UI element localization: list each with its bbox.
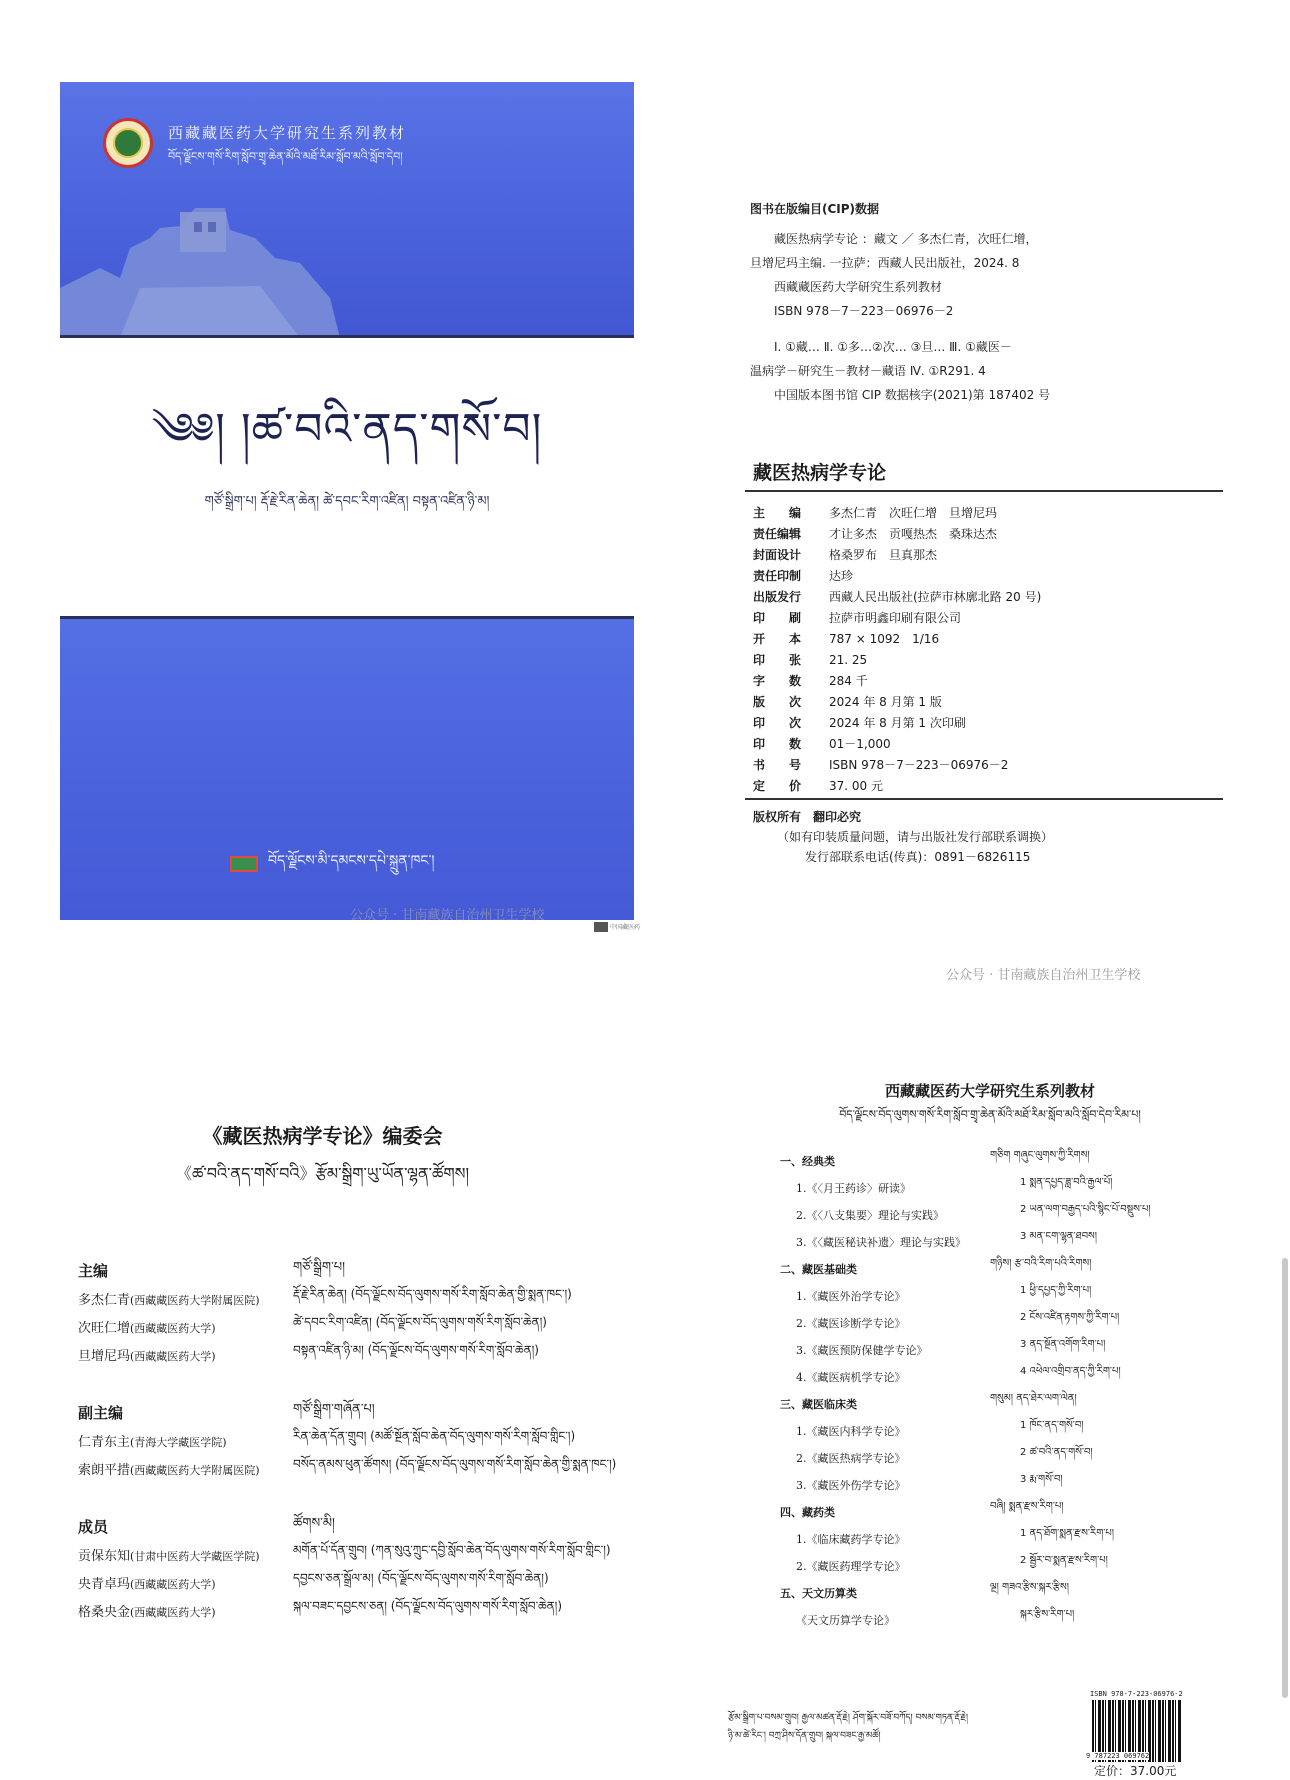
member-zh — [78, 1545, 293, 1564]
watermark-right: 公众号 · 甘南藏族自治州卫生学校 — [946, 968, 1141, 983]
cip-line: 温病学－研究生－教材－藏语 Ⅳ. ①R291. 4 — [750, 364, 986, 378]
member-zh — [78, 1601, 293, 1620]
credit-key: 书 号 — [753, 758, 802, 772]
member-org: (西藏藏医药大学附属医院) — [130, 1463, 260, 1477]
group-title-zh: 副主编 — [78, 1403, 124, 1422]
series-category: 四、藏药类 — [780, 1506, 835, 1519]
rights-line: 发行部联系电话(传真)：0891－6826115 — [805, 850, 1031, 864]
member-zh — [78, 1345, 293, 1364]
committee-title-zh: 《藏医热病学专论》编委会 — [202, 1124, 443, 1148]
series-book: 2.《藏医热病学专论》 — [796, 1452, 906, 1465]
series-book-bo: 2 ཚ་བའི་ནད་གསོ་བ། — [1020, 1447, 1093, 1458]
credit-row — [753, 649, 1041, 670]
member-org: (西藏藏医药大学) — [130, 1605, 216, 1619]
committee-title-bo: 《ཚ་བའི་ནད་གསོ་བའི》རྩོམ་སྒྲིག་ཡུ་ཡོན་ལྷན་ཚོགས། — [175, 1164, 469, 1183]
group-heading — [78, 1256, 616, 1284]
university-logo — [103, 118, 153, 168]
series-category: 三、藏医临床类 — [780, 1398, 857, 1411]
credit-value: 21. 25 — [829, 652, 868, 667]
credit-value: 2024 年 8 月第 1 次印刷 — [829, 716, 966, 730]
member-zh — [78, 1317, 293, 1336]
series-book: 2.《藏医诊断学专论》 — [796, 1317, 906, 1330]
series-book-bo: 4 འཕེལ་འགྲིབ་ནད་ཀྱི་རིག་པ། — [1020, 1366, 1121, 1377]
member-bo: བསྟན་འཛིན་ཉི་མ། (བོད་ལྗོངས་བོད་ལུགས་གསོ་རིག་སློབ་ཆེན།) — [293, 1343, 539, 1357]
price-label: 定价：37.00元 — [1094, 1764, 1177, 1778]
series-book-bo: 1 ནད་ཐོག་སྨན་རྫས་རིག་པ། — [1020, 1528, 1114, 1539]
cover-title-band — [60, 338, 634, 616]
member-row — [78, 1454, 616, 1482]
logo-emblem-icon — [113, 128, 143, 158]
credit-row — [753, 607, 1041, 628]
credit-key: 责任印制 — [753, 569, 802, 583]
publisher-block — [230, 844, 435, 884]
credit-key: 印 次 — [753, 716, 802, 730]
member-org: (青海大学藏医学院) — [130, 1435, 227, 1449]
qr-caption: 中国藏医药 — [610, 924, 641, 931]
credit-value: 才让多杰 贡嘎热杰 桑珠达杰 — [829, 527, 998, 541]
committee-list — [78, 1256, 616, 1654]
cip-line: 藏医热病学专论 ：藏文 ／ 多杰仁青，次旺仁增， — [774, 232, 1038, 246]
member-row — [78, 1312, 616, 1340]
series-category-bo: གཉིས། རྩ་བའི་རིག་པའི་རིགས། — [990, 1258, 1092, 1269]
series-category-bo: གསུམ། ནད་ཐེར་ལག་ལེན། — [990, 1393, 1077, 1404]
member-name: 格桑央金 — [78, 1604, 131, 1620]
publisher-tibetan: བོད་ལྗོངས་མི་དམངས་དཔེ་སྐྲུན་ཁང་། — [268, 853, 435, 869]
group-title-bo: གཙོ་སྒྲིག་པ། — [293, 1259, 346, 1275]
member-bo: རྡོ་རྗེ་རིན་ཆེན། (བོད་ལྗོངས་བོད་ལུགས་གསོ་རིག་སློབ་ཆེན་གྱི་སྨན་ཁང་།) — [293, 1287, 572, 1301]
series-category: 一、经典类 — [780, 1155, 835, 1168]
series-book-bo: 3 རྨ་གསོ་བ། — [1020, 1474, 1063, 1485]
back-credits-bo: རྩོམ་སྒྲིག་པ་བསམ་གྲུབ། རྒྱལ་མཚན་རྡོ་རྗེ། ཤོག་སྐོར་བཟོ་བཀོད། བསམ་གཏན་རྡོ་རྗེ། — [728, 1713, 969, 1723]
credit-value: 2024 年 8 月第 1 版 — [829, 695, 942, 709]
cip-line: 旦增尼玛主编. 一拉萨：西藏人民出版社，2024. 8 — [750, 256, 1020, 270]
cover-editors-tibetan: གཙོ་སྒྲིག་པ། རྡོ་རྗེ་རིན་ཆེན། ཚེ་དབང་རིག་འཛིན། བསྟན་འཛིན་ཉི་མ། — [204, 494, 490, 509]
cip-header: 图书在版编目(CIP)数据 — [750, 202, 880, 216]
cip-block — [750, 200, 1230, 402]
credit-key: 责任编辑 — [753, 527, 802, 541]
credit-row — [753, 565, 1041, 586]
credit-row — [753, 775, 1041, 796]
member-row — [78, 1284, 616, 1312]
series-book: 1.《藏医内科学专论》 — [796, 1425, 906, 1438]
member-name: 旦增尼玛 — [78, 1348, 131, 1364]
cip-line: ISBN 978－7－223－06976－2 — [774, 304, 954, 318]
member-org: (西藏藏医药大学) — [130, 1321, 216, 1335]
credit-value: 284 千 — [829, 674, 868, 688]
credit-row — [753, 628, 1041, 649]
cover-series-zh: 西藏藏医药大学研究生系列教材 — [168, 124, 407, 142]
credit-row — [753, 691, 1041, 712]
committee-group — [78, 1512, 616, 1624]
committee-group — [78, 1256, 616, 1368]
group-heading — [78, 1398, 616, 1426]
group-title-bo: གཙོ་སྒྲིག་གཞོན་པ། — [293, 1401, 375, 1417]
credit-value: 格桑罗布 旦真那杰 — [829, 548, 938, 562]
cover-title-tibetan: ༄༅། །ཚ་བའི་ནད་གསོ་བ། — [151, 404, 543, 455]
series-book-bo: 2 ངོས་འཛིན་རྟགས་ཀྱི་རིག་པ། — [1020, 1312, 1120, 1323]
credits-table — [753, 502, 1041, 796]
member-org: (西藏藏医药大学) — [130, 1349, 216, 1363]
series-book: 1.《〈月王药诊〉研读》 — [796, 1182, 911, 1195]
series-category-bo: བཞི། སྨན་རྫས་རིག་པ། — [990, 1501, 1064, 1512]
qr-code-icon — [594, 922, 608, 932]
member-org: (西藏藏医药大学) — [130, 1577, 216, 1591]
series-category: 二、藏医基础类 — [780, 1263, 857, 1276]
series-title-bo: བོད་ལྗོངས་བོད་ལུགས་གསོ་རིག་སློབ་གྲྭ་ཆེན་མོའི་མཐོ་རིམ་སློབ་མའི་སློབ་དེབ་རིམ་པ། — [839, 1108, 1141, 1121]
credit-value: 拉萨市明鑫印刷有限公司 — [829, 611, 962, 625]
series-book-bo: 1 ཁོང་ནད་གསོ་བ། — [1020, 1420, 1084, 1431]
series-title-zh: 西藏藏医药大学研究生系列教材 — [884, 1082, 1095, 1100]
series-book: 2.《〈八支集要〉理论与实践》 — [796, 1209, 944, 1222]
barcode-digits: 9 787223 069762 — [1086, 1752, 1150, 1760]
vertical-scrollbar[interactable] — [1282, 1258, 1288, 1698]
member-bo: དབྱངས་ཅན་སྒྲོལ་མ། (བོད་ལྗོངས་བོད་ལུགས་གསོ་རིག་སློབ་ཆེན།) — [293, 1571, 549, 1585]
member-row — [78, 1568, 616, 1596]
rights-line: 版权所有 翻印必究 — [753, 810, 862, 824]
series-category: 五、天文历算类 — [780, 1587, 857, 1600]
rights-block — [753, 808, 1053, 868]
cover-series-bo: བོད་ལྗོངས་གསོ་རིག་སློབ་གྲྭ་ཆེན་མོའི་མཐོ་རིམ་སློབ་མའི་སློབ་དེབ། — [168, 150, 403, 163]
member-name: 索朗平措 — [78, 1462, 131, 1478]
credit-row — [753, 586, 1041, 607]
credit-key: 字 数 — [753, 674, 802, 688]
member-name: 次旺仁增 — [78, 1320, 131, 1336]
member-bo: སྐལ་བཟང་དབྱངས་ཅན། (བོད་ལྗོངས་བོད་ལུགས་གསོ་རིག་སློབ་ཆེན།) — [293, 1599, 563, 1613]
credit-row — [753, 712, 1041, 733]
series-book-bo: 3 མན་ངག་ལྷན་ཐབས། — [1020, 1231, 1097, 1242]
potala-fortress-icon — [60, 168, 340, 338]
series-list-bo — [990, 1142, 1151, 1628]
rights-line: （如有印装质量问题，请与出版社发行部联系调换） — [777, 830, 1054, 844]
back-credits-bo: ཉི་མ་ཚེ་རིང་། བཀྲ་ཤིས་དོན་གྲུབ། སྐལ་བཟང་རྒྱ་མཚོ། — [728, 1731, 881, 1741]
member-name: 多杰仁青 — [78, 1292, 131, 1308]
cip-line: 西藏藏医药大学研究生系列教材 — [774, 280, 943, 294]
credit-key: 印 张 — [753, 653, 802, 667]
credit-row — [753, 544, 1041, 565]
cip-line: 中国版本图书馆 CIP 数据核字(2021)第 187402 号 — [774, 388, 1051, 402]
series-book-bo: སྐར་རྩིས་རིག་པ། — [1020, 1609, 1075, 1620]
credit-row — [753, 523, 1041, 544]
publisher-logo-icon — [230, 856, 258, 872]
group-heading — [78, 1512, 616, 1540]
group-title-zh: 主编 — [78, 1261, 109, 1280]
group-title-zh: 成员 — [78, 1517, 109, 1536]
member-row — [78, 1540, 616, 1568]
member-zh — [78, 1289, 293, 1308]
series-category-bo: ལྔ། གཟའ་རྩིས་སྐར་རྩིས། — [990, 1582, 1069, 1593]
series-list-zh — [780, 1148, 966, 1634]
credit-key: 定 价 — [753, 779, 802, 793]
member-zh — [78, 1459, 293, 1478]
credit-key: 封面设计 — [753, 548, 802, 562]
group-title-bo: ཚོགས་མི། — [293, 1515, 335, 1531]
divider — [745, 798, 1223, 800]
credit-value: 787 × 1092 1/16 — [829, 632, 940, 646]
series-book: 3.《〈藏医秘诀补遗〉理论与实践》 — [796, 1236, 966, 1249]
member-row — [78, 1426, 616, 1454]
credit-value: ISBN 978－7－223－06976－2 — [829, 758, 1009, 772]
member-org: (西藏藏医药大学附属医院) — [130, 1293, 260, 1307]
series-book-bo: 2 ཡན་ལག་བརྒྱད་པའི་སྙིང་པོ་བསྡུས་པ། — [1020, 1204, 1151, 1215]
credit-key: 主 编 — [753, 506, 802, 520]
series-book: 3.《藏医外伤学专论》 — [796, 1479, 906, 1492]
cip-line: Ⅰ. ①藏… Ⅱ. ①多…②次… ③旦… Ⅲ. ①藏医－ — [774, 340, 1012, 354]
series-book: 4.《藏医病机学专论》 — [796, 1371, 906, 1384]
series-book: 3.《藏医预防保健学专论》 — [796, 1344, 928, 1357]
committee-group — [78, 1398, 616, 1482]
series-book: 《天文历算学专论》 — [796, 1614, 895, 1627]
credit-key: 出版发行 — [753, 590, 802, 604]
credit-key: 开 本 — [753, 632, 802, 646]
credit-value: 37. 00 元 — [829, 779, 883, 793]
book-title-zh: 藏医热病学专论 — [753, 462, 887, 484]
member-bo: མགོན་པོ་དོན་གྲུབ། (ཀན་སུའུ་ཀྲུང་དབྱི་སློབ་ཆེན་བོད་ལུགས་གསོ་རིག་སློབ་གླིང་།) — [293, 1543, 611, 1557]
divider — [745, 490, 1223, 492]
member-zh — [78, 1573, 293, 1592]
member-bo: བསོད་ནམས་ཕུན་ཚོགས། (བོད་ལྗོངས་བོད་ལུགས་གསོ་རིག་སློབ་ཆེན་གྱི་སྨན་ཁང་།) — [293, 1457, 617, 1471]
member-zh — [78, 1431, 293, 1450]
credit-value: 多杰仁青 次旺仁增 旦增尼玛 — [829, 506, 998, 520]
member-name: 央青卓玛 — [78, 1576, 131, 1592]
watermark-left: 公众号 · 甘南藏族自治州卫生学校 — [350, 908, 545, 923]
series-book: 1.《临床藏药学专论》 — [796, 1533, 906, 1546]
credit-value: 西藏人民出版社(拉萨市林廓北路 20 号) — [829, 590, 1042, 604]
member-name: 仁青东主 — [78, 1434, 131, 1450]
barcode-isbn: ISBN 978-7-223-06976-2 — [1090, 1690, 1183, 1698]
series-book-bo: 1 ཕྱི་དཔྱད་ཀྱི་རིག་པ། — [1020, 1285, 1092, 1296]
series-book-bo: 2 སྦྱོར་བ་སྨན་རྫས་རིག་པ། — [1020, 1555, 1108, 1566]
series-category-bo: གཅིག གཞུང་ལུགས་ཀྱི་རིགས། — [990, 1150, 1090, 1161]
series-book-bo: 3 ནད་སྔོན་འགོག་རིག་པ། — [1020, 1339, 1106, 1350]
member-row — [78, 1340, 616, 1368]
credit-row — [753, 670, 1041, 691]
member-name: 贡保东知 — [78, 1548, 131, 1564]
credit-value: 01－1,000 — [829, 737, 891, 751]
member-bo: ཚེ་དབང་རིག་འཛིན། (བོད་ལྗོངས་བོད་ལུགས་གསོ་རིག་སློབ་ཆེན།) — [293, 1315, 547, 1329]
credit-value: 达珍 — [829, 569, 854, 583]
member-org: (甘肃中医药大学藏医学院) — [130, 1549, 260, 1563]
cover-bottom-panel — [60, 616, 634, 920]
credit-key: 印 数 — [753, 737, 802, 751]
member-bo: རིན་ཆེན་དོན་གྲུབ། (མཚོ་སྔོན་སློབ་ཆེན་བོད་ལུགས་གསོ་རིག་སློབ་གླིང་།) — [293, 1429, 576, 1443]
credit-key: 印 刷 — [753, 611, 802, 625]
member-row — [78, 1596, 616, 1624]
series-book-bo: 1 སྨན་དཔྱད་ཟླ་བའི་རྒྱལ་པོ། — [1020, 1177, 1113, 1188]
credit-row — [753, 502, 1041, 523]
credit-key: 版 次 — [753, 695, 802, 709]
series-book: 2.《藏医药理学专论》 — [796, 1560, 906, 1573]
cover-top-panel — [60, 82, 634, 338]
credit-row — [753, 754, 1041, 775]
credit-row — [753, 733, 1041, 754]
series-book: 1.《藏医外治学专论》 — [796, 1290, 906, 1303]
